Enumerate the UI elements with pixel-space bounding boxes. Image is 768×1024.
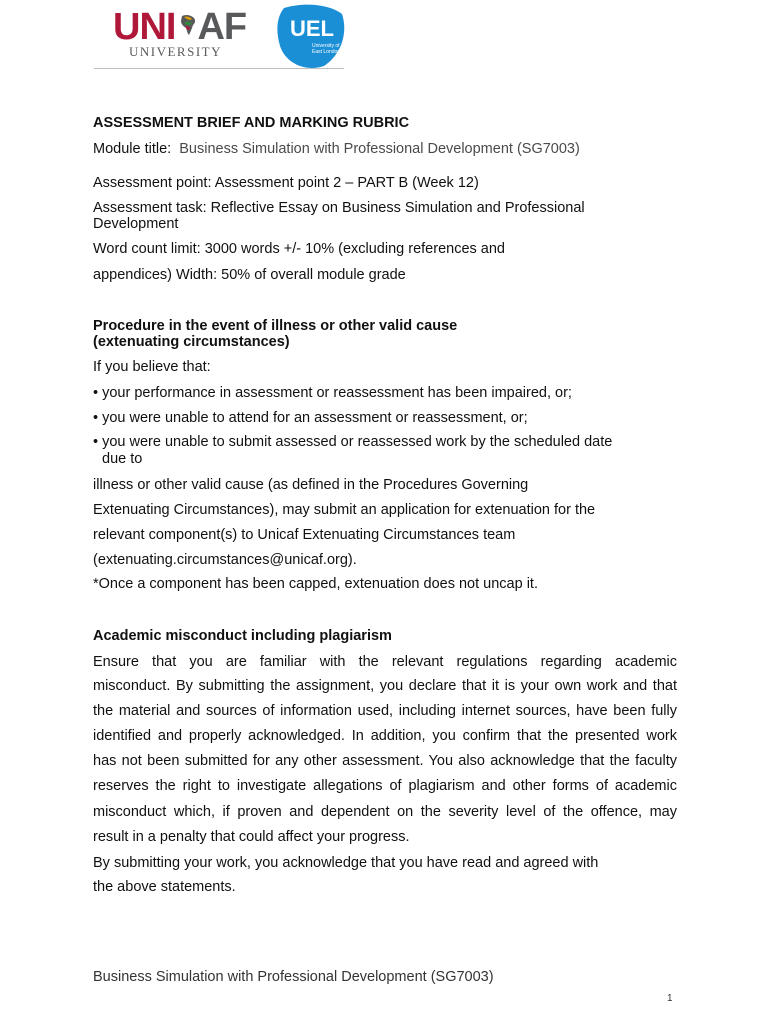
if-you-believe: If you believe that:	[93, 359, 211, 375]
illness-line: (extenuating.circumstances@unicaf.org).	[93, 552, 357, 568]
uel-subtitle-line1: University of	[312, 43, 340, 49]
misconduct-line: the material and sources of information used, including internet sources, have been fully	[93, 703, 677, 719]
header-divider	[94, 68, 344, 69]
uel-logo	[274, 2, 346, 70]
misconduct-heading: Academic misconduct including plagiarism	[93, 628, 392, 644]
misconduct-line: Ensure that you are familiar with the relevant regulations regarding academic	[93, 654, 677, 670]
acknowledgement-line1: By submitting your work, you acknowledge that you have read and agreed with	[93, 855, 599, 871]
misconduct-line-last: result in a penalty that could affect your progress.	[93, 829, 410, 845]
uel-subtitle-line2: East London	[312, 49, 341, 55]
illness-line: relevant component(s) to Unicaf Extenuating Circumstances team	[93, 527, 516, 543]
uel-wordmark: UEL	[290, 16, 334, 41]
module-title-line	[93, 141, 677, 158]
misconduct-line: identified and properly acknowledged. In addition, you confirm that the presented work	[93, 728, 677, 744]
module-title-value: Business Simulation with Professional Development (SG7003)	[179, 141, 580, 157]
acknowledgement-line2: the above statements.	[93, 879, 236, 895]
bullet-item: • you were unable to submit assessed or reassessed work by the scheduled date	[93, 434, 613, 450]
bullet-continuation: due to	[102, 451, 143, 467]
assessment-point: Assessment point: Assessment point 2 – PART B (Week 12)	[93, 175, 479, 191]
unicaf-logo	[113, 6, 248, 59]
misconduct-line: misconduct which, if proven and dependent on the severity level of the offence, may	[93, 804, 677, 820]
module-title-label: Module title:	[93, 141, 172, 157]
procedure-heading-line1: Procedure in the event of illness or other valid cause	[93, 318, 458, 334]
unicaf-subtitle: UNIVERSITY	[129, 44, 222, 59]
africa-map-icon	[179, 14, 197, 36]
word-count-line2: appendices) Width: 50% of overall module grade	[93, 267, 406, 283]
document-heading: ASSESSMENT BRIEF AND MARKING RUBRIC	[93, 115, 410, 131]
illness-line: Extenuating Circumstances), may submit an application for extenuation for the	[93, 502, 596, 518]
misconduct-line: has not been submitted for any other assessment. You also acknowledge that the faculty	[93, 753, 677, 769]
unicaf-wordmark: UNI AF	[113, 6, 247, 48]
bullet-item: • your performance in assessment or reassessment has been impaired, or;	[93, 385, 572, 401]
misconduct-line: reserves the right to investigate allegations of plagiarism and other forms of academic	[93, 778, 677, 794]
bullet-item: • you were unable to attend for an assessment or reassessment, or;	[93, 410, 528, 426]
page-number: 1	[667, 993, 673, 1004]
assessment-task-line1: Assessment task: Reflective Essay on Business Simulation and Professional	[93, 200, 585, 216]
page-footer: Business Simulation with Professional Development (SG7003)	[93, 969, 494, 985]
assessment-task-line2: Development	[93, 216, 179, 232]
illness-line: illness or other valid cause (as defined in the Procedures Governing	[93, 477, 529, 493]
misconduct-line: misconduct. By submitting the assignment, you declare that it is your own work and that	[93, 678, 677, 694]
capped-note: *Once a component has been capped, extenuation does not uncap it.	[93, 576, 538, 592]
word-count-line1: Word count limit: 3000 words +/- 10% (excluding references and	[93, 241, 505, 257]
procedure-heading-line2: (extenuating circumstances)	[93, 334, 290, 350]
